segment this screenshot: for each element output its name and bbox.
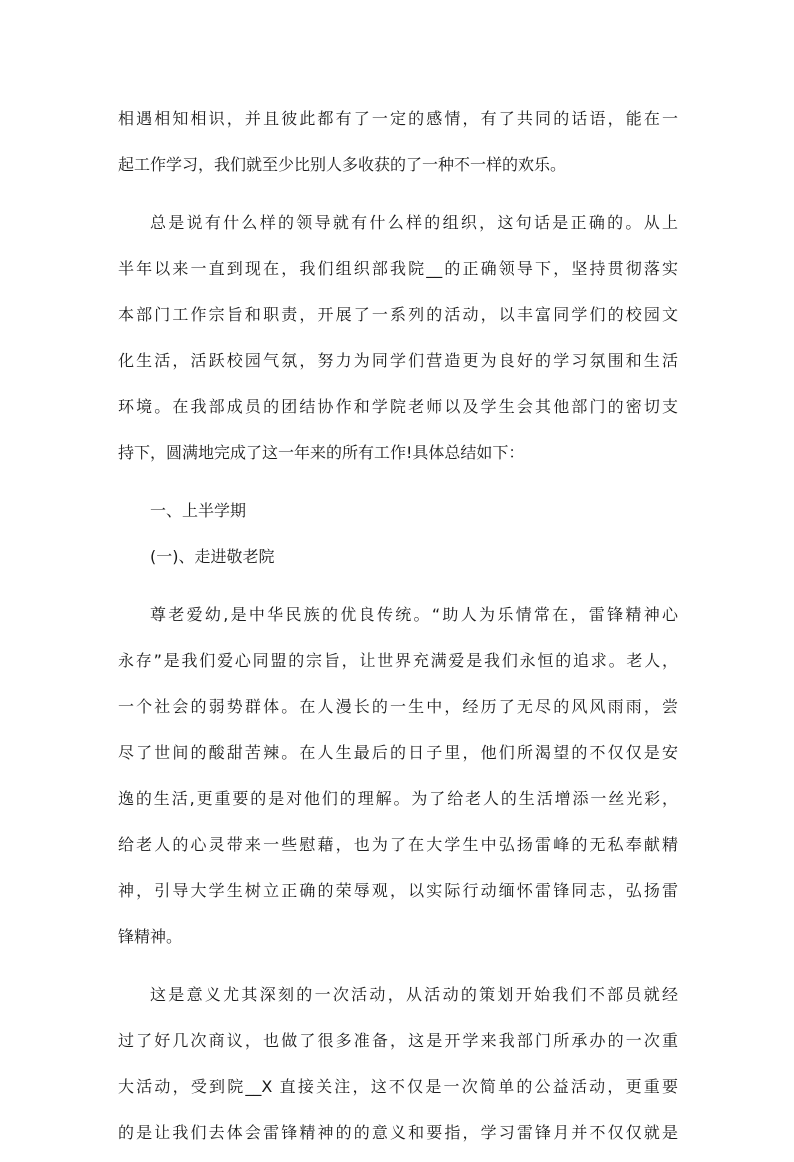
text-line: 过了好几次商议，也做了很多准备，这是开学来我部门所承办的一次重 — [118, 1031, 678, 1050]
text-line: 持下，圆满地完成了这一年来的所有工作!具体总结如下： — [118, 443, 525, 462]
text-line: 本部门工作宗旨和职责，开展了一系列的活动，以丰富同学们的校园文 — [118, 305, 678, 324]
text-line: 的是让我们去体会雷锋精神的的意义和要指，学习雷锋月并不仅仅就是 — [118, 1123, 678, 1142]
text-line: 环境。在我部成员的团结协作和学院老师以及学生会其他部门的密切支 — [118, 397, 678, 416]
text-line: 总是说有什么样的领导就有什么样的组织，这句话是正确的。从上 — [150, 213, 678, 232]
text-line: 化生活，活跃校园气氛，努力为同学们营造更为良好的学习氛围和生活 — [118, 351, 678, 370]
text-line: 逸的生活,更重要的是对他们的理解。为了给老人的生活增添一丝光彩， — [118, 789, 678, 808]
text-line: 大活动，受到院__X 直接关注，这不仅是一次简单的公益活动，更重要 — [118, 1077, 678, 1096]
text-line: 神，引导大学生树立正确的荣辱观，以实际行动缅怀雷锋同志，弘扬雷 — [118, 881, 678, 900]
document-page — [118, 102, 678, 1162]
text-line: 给老人的心灵带来一些慰藉，也为了在大学生中弘扬雷峰的无私奉献精 — [118, 835, 678, 854]
text-line: 这是意义尤其深刻的一次活动，从活动的策划开始我们不部员就经 — [150, 985, 678, 1004]
subsection-heading: (一)、走进敬老院 — [150, 547, 275, 566]
section-heading: 一、上半学期 — [150, 501, 247, 520]
text-line: 相遇相知相识，并且彼此都有了一定的感情，有了共同的话语，能在一 — [118, 109, 678, 128]
text-line: 尊老爱幼,是中华民族的优良传统。“助人为乐情常在，雷锋精神心 — [150, 605, 678, 624]
text-line: 半年以来一直到现在，我们组织部我院__的正确领导下，坚持贯彻落实 — [118, 259, 678, 278]
text-line: 起工作学习，我们就至少比别人多收获的了一种不一样的欢乐。 — [118, 155, 567, 174]
text-line: 尽了世间的酸甜苦辣。在人生最后的日子里，他们所渴望的不仅仅是安 — [118, 743, 678, 762]
text-line: 一个社会的弱势群体。在人漫长的一生中，经历了无尽的风风雨雨，尝 — [118, 697, 678, 716]
text-line: 锋精神。 — [118, 927, 183, 946]
text-line: 永存”是我们爱心同盟的宗旨，让世界充满爱是我们永恒的追求。老人， — [118, 651, 678, 670]
